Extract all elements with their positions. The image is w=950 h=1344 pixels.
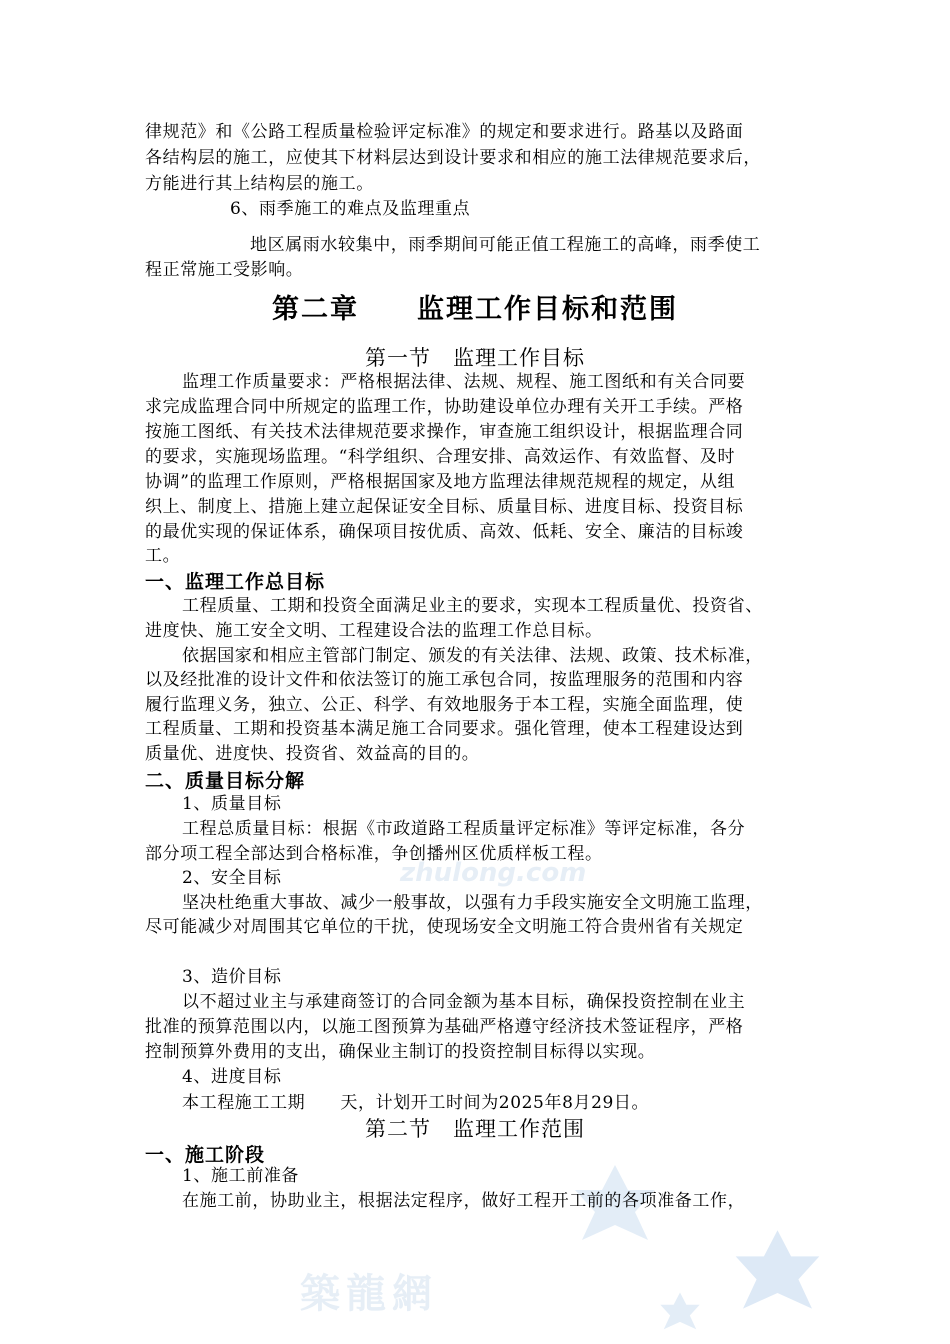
snowflake-watermark-icon bbox=[720, 1225, 835, 1340]
body-line: 的最优实现的保证体系，确保项目按优质、高效、低耗、安全、廉洁的目标竣 bbox=[145, 522, 744, 542]
subsection-heading: 一、施工阶段 bbox=[145, 1144, 266, 1166]
body-line: 方能进行其上结构层的施工。 bbox=[145, 174, 374, 194]
body-line: 工程总质量目标：根据《市政道路工程质量评定标准》等评定标准，各分 bbox=[182, 819, 746, 839]
body-line: 工程质量、工期和投资全面满足业主的要求，实现本工程质量优、投资省、 bbox=[182, 596, 763, 616]
body-line: 各结构层的施工，应使其下材料层达到设计要求和相应的施工法律规范要求后， bbox=[145, 148, 761, 168]
body-line: 批准的预算范围以内，以施工图预算为基础严格遵守经济技术签证程序，严格 bbox=[145, 1017, 744, 1037]
body-line: 织上、制度上、措施上建立起保证安全目标、质量目标、进度目标、投资目标 bbox=[145, 497, 744, 517]
body-line: 部分项工程全部达到合格标准，争创播州区优质样板工程。 bbox=[145, 844, 603, 864]
body-line: 控制预算外费用的支出，确保业主制订的投资控制目标得以实现。 bbox=[145, 1042, 656, 1062]
body-line: 程正常施工受影响。 bbox=[145, 260, 304, 280]
item-heading: 2、安全目标 bbox=[182, 868, 282, 888]
body-line: 在施工前，协助业主，根据法定程序，做好工程开工前的各项准备工作， bbox=[182, 1191, 746, 1211]
body-line: 依据国家和相应主管部门制定、颁发的有关法律、法规、政策、技术标准， bbox=[182, 646, 763, 666]
item-heading: 1、质量目标 bbox=[182, 794, 282, 814]
body-line: 质量优、进度快、投资省、效益高的目的。 bbox=[145, 744, 480, 764]
body-line: 求完成监理合同中所规定的监理工作，协助建设单位办理有关开工手续。严格 bbox=[145, 397, 744, 417]
item-heading: 4、进度目标 bbox=[182, 1067, 282, 1087]
watermark-brand: 築龍網 bbox=[300, 1271, 438, 1317]
body-line: 以及经批准的设计文件和依法签订的施工承包合同，按监理服务的范围和内容 bbox=[145, 670, 744, 690]
body-line: 尽可能减少对周围其它单位的干扰，使现场安全文明施工符合贵州省有关规定 bbox=[145, 917, 744, 937]
body-line: 以不超过业主与承建商签订的合同金额为基本目标，确保投资控制在业主 bbox=[182, 992, 746, 1012]
body-line: 坚决杜绝重大事故、减少一般事故，以强有力手段实施安全文明施工监理， bbox=[182, 893, 763, 913]
watermark-domain: zhulong.com bbox=[400, 858, 587, 888]
subsection-heading: 二、质量目标分解 bbox=[145, 770, 306, 792]
body-line: 本工程施工工期 天，计划开工时间为2025年8月29日。 bbox=[182, 1093, 650, 1113]
subsection-heading: 一、监理工作总目标 bbox=[145, 571, 326, 593]
section-title: 第二节 监理工作范围 bbox=[365, 1117, 585, 1141]
item-heading: 3、造价目标 bbox=[182, 967, 282, 987]
section-title: 第一节 监理工作目标 bbox=[365, 346, 585, 370]
body-line: 地区属雨水较集中，雨季期间可能正值工程施工的高峰，雨季使工 bbox=[250, 235, 761, 255]
body-line: 律规范》和《公路工程质量检验评定标准》的规定和要求进行。路基以及路面 bbox=[145, 122, 744, 142]
body-line: 监理工作质量要求：严格根据法律、法规、规程、施工图纸和有关合同要 bbox=[182, 372, 746, 392]
item-heading: 1、施工前准备 bbox=[182, 1166, 300, 1186]
body-line: 履行监理义务，独立、公正、科学、有效地服务于本工程，实施全面监理，使 bbox=[145, 695, 744, 715]
body-line: 的要求，实施现场监理。“科学组织、合理安排、高效运作、有效监督、及时 bbox=[145, 447, 736, 467]
body-line: 按施工图纸、有关技术法律规范要求操作，审查施工组织设计，根据监理合同 bbox=[145, 422, 744, 442]
body-line: 工。 bbox=[145, 546, 181, 566]
body-line: 进度快、施工安全文明、工程建设合法的监理工作总目标。 bbox=[145, 621, 603, 641]
chapter-title: 第二章 监理工作目标和范围 bbox=[272, 294, 678, 325]
body-line: 协调”的监理工作原则，严格根据国家及地方监理法律规范规程的规定，从组 bbox=[145, 472, 736, 492]
snowflake-watermark-icon bbox=[650, 1290, 710, 1344]
body-line: 工程质量、工期和投资基本满足施工合同要求。强化管理，使本工程建设达到 bbox=[145, 719, 744, 739]
item-heading: 6、雨季施工的难点及监理重点 bbox=[230, 199, 471, 219]
